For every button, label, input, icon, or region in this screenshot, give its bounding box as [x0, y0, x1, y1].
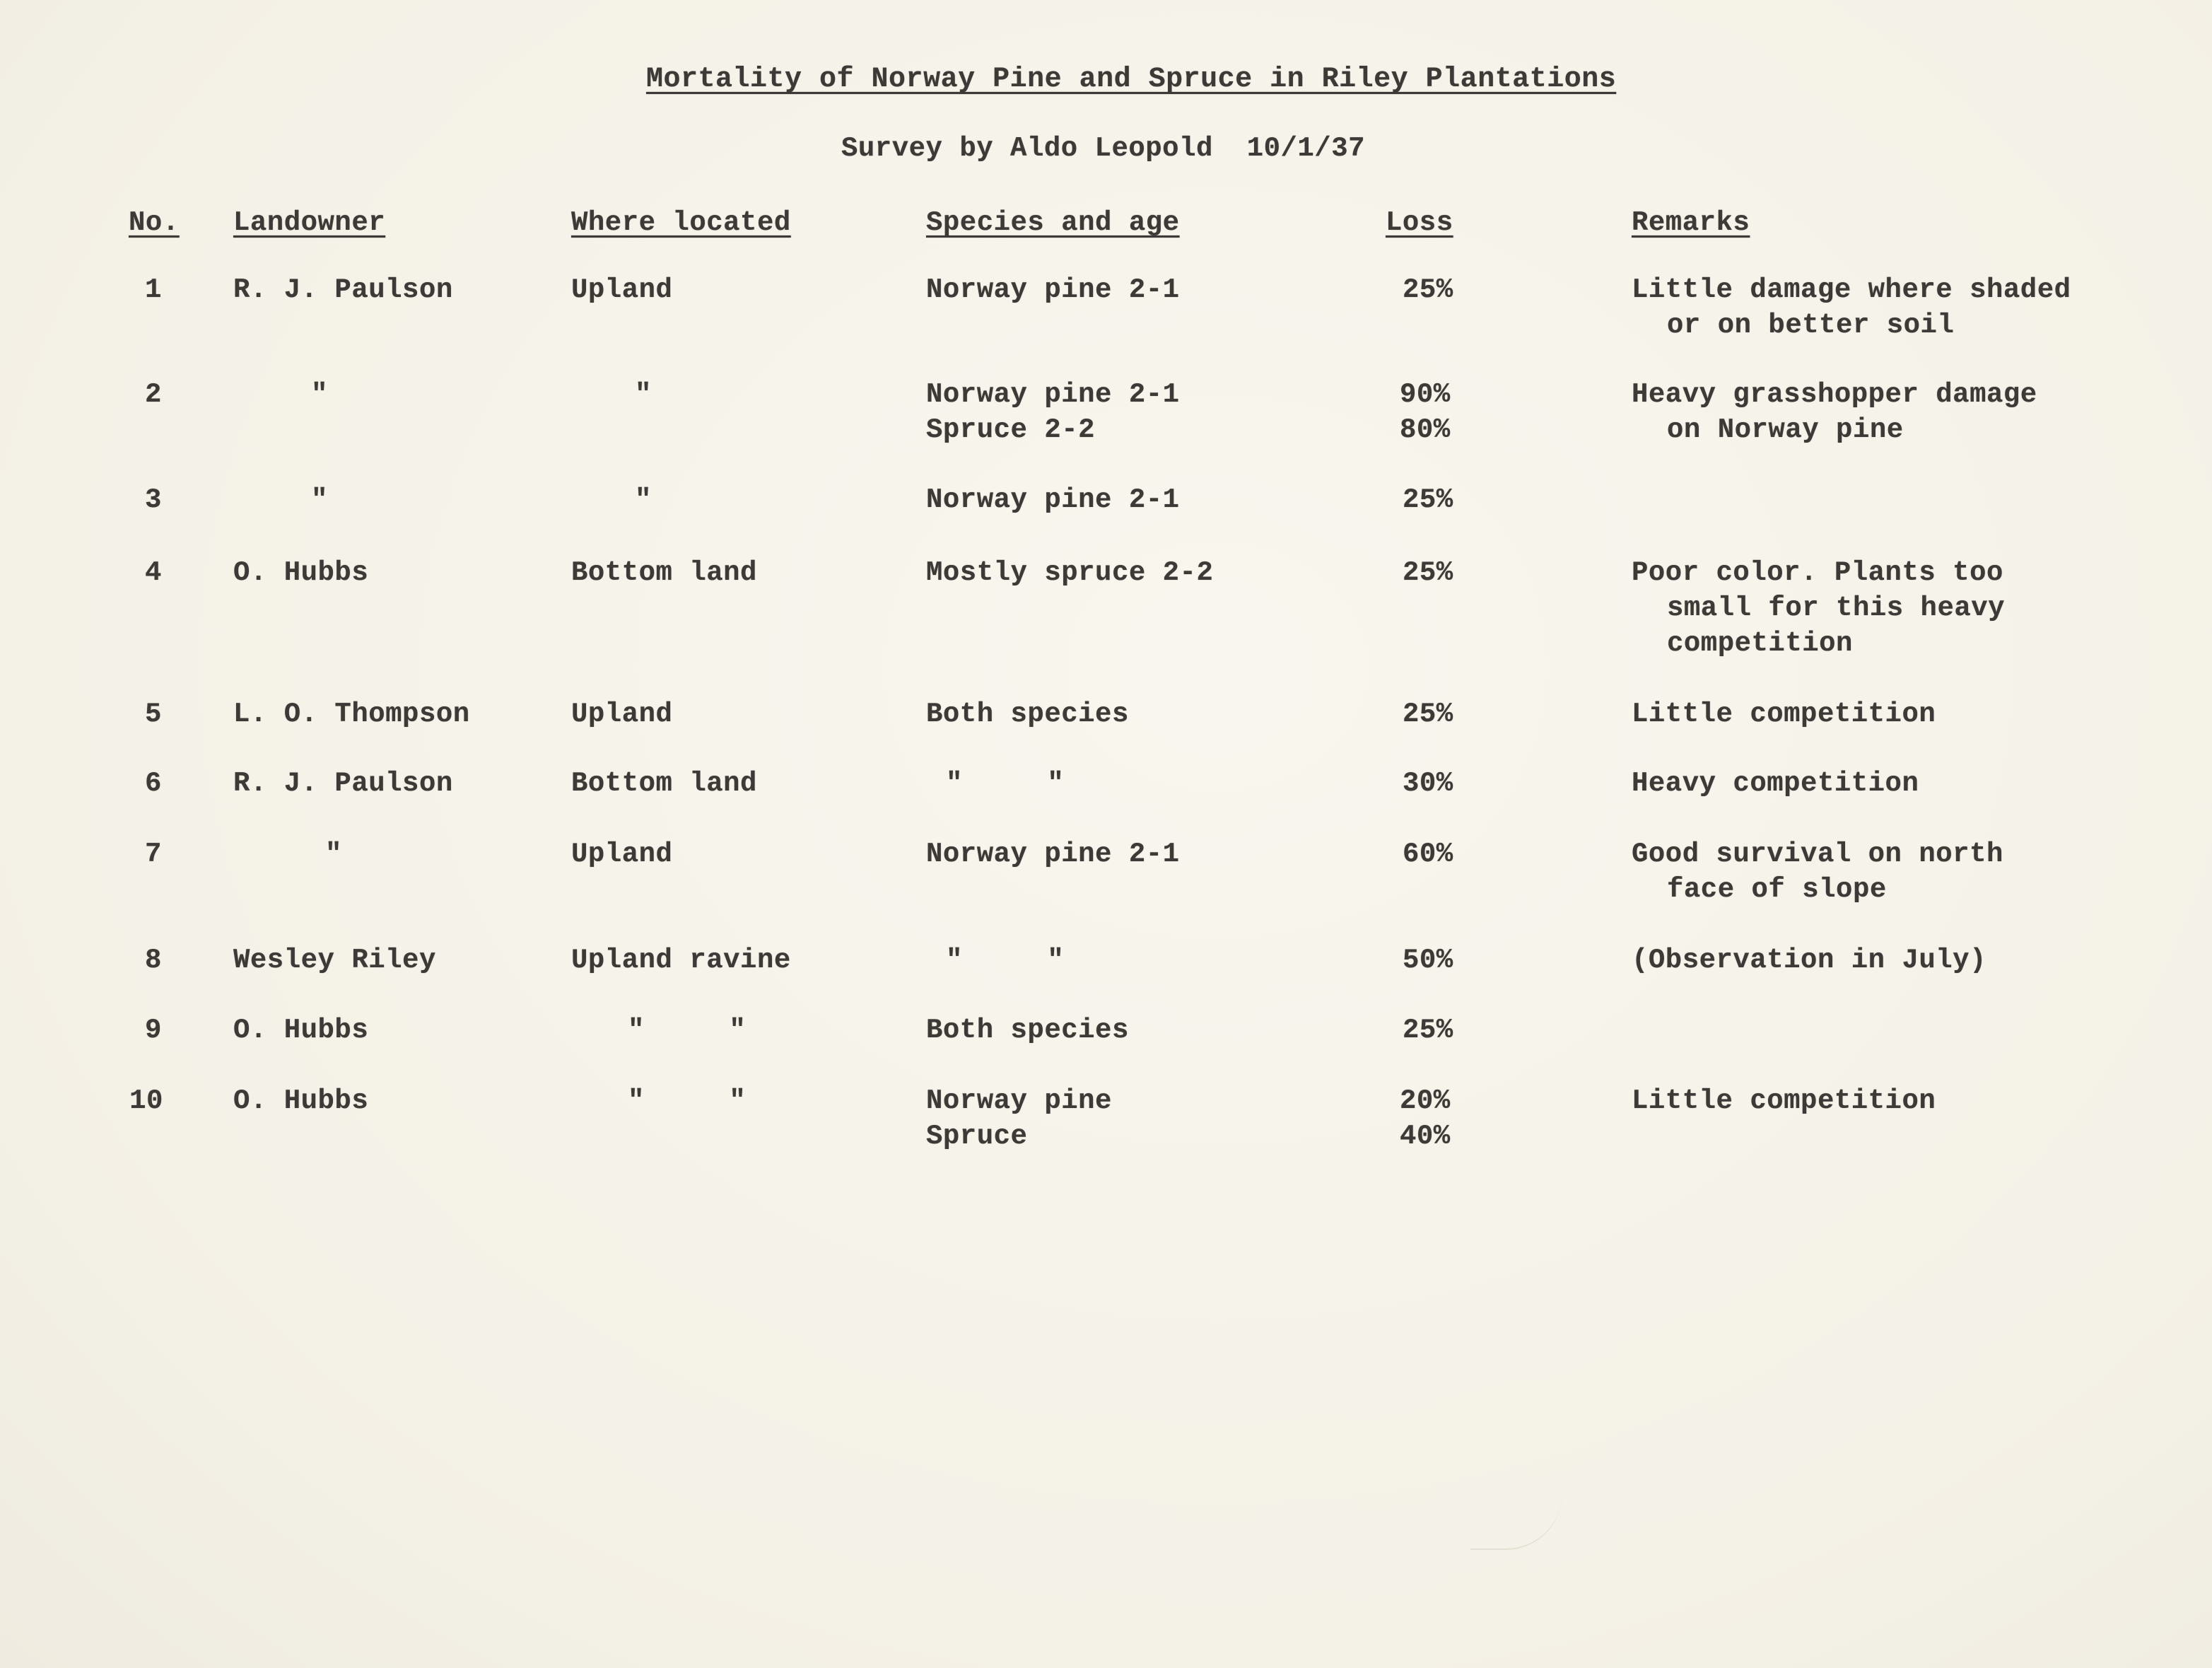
- loss-cell: 25%: [1403, 557, 1453, 588]
- loss-cell: 25%: [1403, 699, 1453, 730]
- header-remarks: Remarks: [1632, 207, 1750, 238]
- row-number: 1: [145, 274, 162, 305]
- remarks-cell: or on better soil: [1667, 310, 1955, 341]
- remarks-cell: Heavy competition: [1632, 768, 1919, 799]
- landowner-cell: O. Hubbs: [233, 1085, 369, 1116]
- remarks-cell: on Norway pine: [1667, 414, 1904, 445]
- species-age-cell: " ": [946, 945, 1065, 976]
- where-located-cell: " ": [628, 1015, 747, 1046]
- where-located-cell: Bottom land: [571, 557, 757, 588]
- loss-cell: 30%: [1403, 768, 1453, 799]
- row-number: 9: [145, 1015, 162, 1046]
- species-age-cell: Norway pine 2-1: [926, 379, 1180, 410]
- row-number: 3: [145, 484, 162, 515]
- where-located-cell: Upland: [571, 839, 673, 870]
- row-number: 10: [129, 1085, 163, 1116]
- loss-cell: 20%: [1400, 1085, 1451, 1116]
- paper-crease: [1470, 1485, 1562, 1550]
- species-age-cell: Norway pine 2-1: [926, 484, 1180, 515]
- header-species-and-age: Species and age: [926, 207, 1180, 238]
- landowner-cell: R. J. Paulson: [233, 274, 453, 305]
- remarks-cell: Little damage where shaded: [1632, 274, 2071, 305]
- landowner-cell: O. Hubbs: [233, 1015, 369, 1046]
- where-located-cell: ": [635, 484, 652, 515]
- landowner-cell: ": [311, 379, 328, 410]
- header-loss: Loss: [1386, 207, 1453, 238]
- remarks-cell: (Observation in July): [1632, 945, 1986, 976]
- species-age-cell: Norway pine 2-1: [926, 839, 1180, 870]
- landowner-cell: ": [325, 839, 342, 870]
- species-age-cell: Norway pine: [926, 1085, 1112, 1116]
- loss-cell: 90%: [1400, 379, 1451, 410]
- row-number: 2: [145, 379, 162, 410]
- species-age-cell: Both species: [926, 699, 1129, 730]
- loss-cell: 60%: [1403, 839, 1453, 870]
- remarks-cell: Little competition: [1632, 699, 1936, 730]
- header-where-located: Where located: [571, 207, 791, 238]
- landowner-cell: R. J. Paulson: [233, 768, 453, 799]
- species-age-cell: Spruce: [926, 1121, 1028, 1152]
- document-subtitle: Survey by Aldo Leopold 10/1/37: [841, 133, 1366, 164]
- where-located-cell: ": [635, 379, 652, 410]
- where-located-cell: Upland: [571, 699, 673, 730]
- landowner-cell: Wesley Riley: [233, 945, 436, 976]
- loss-cell: 25%: [1403, 1015, 1453, 1046]
- row-number: 5: [145, 699, 162, 730]
- loss-cell: 40%: [1400, 1121, 1451, 1152]
- species-age-cell: Norway pine 2-1: [926, 274, 1180, 305]
- remarks-cell: Little competition: [1632, 1085, 1936, 1116]
- where-located-cell: Upland ravine: [571, 945, 791, 976]
- remarks-cell: face of slope: [1667, 874, 1887, 905]
- row-number: 6: [145, 768, 162, 799]
- row-number: 8: [145, 945, 162, 976]
- loss-cell: 25%: [1403, 484, 1453, 515]
- document-title: Mortality of Norway Pine and Spruce in Riley Plantations: [646, 64, 1617, 95]
- remarks-cell: Good survival on north: [1632, 839, 2003, 870]
- loss-cell: 25%: [1403, 274, 1453, 305]
- remarks-cell: competition: [1667, 628, 1853, 659]
- remarks-cell: Poor color. Plants too: [1632, 557, 2003, 588]
- header-landowner: Landowner: [233, 207, 386, 238]
- where-located-cell: " ": [628, 1085, 747, 1116]
- species-age-cell: Mostly spruce 2-2: [926, 557, 1214, 588]
- row-number: 4: [145, 557, 162, 588]
- species-age-cell: " ": [946, 768, 1065, 799]
- remarks-cell: small for this heavy: [1667, 593, 2006, 624]
- where-located-cell: Upland: [571, 274, 673, 305]
- landowner-cell: L. O. Thompson: [233, 699, 470, 730]
- loss-cell: 50%: [1403, 945, 1453, 976]
- species-age-cell: Both species: [926, 1015, 1129, 1046]
- landowner-cell: O. Hubbs: [233, 557, 369, 588]
- where-located-cell: Bottom land: [571, 768, 757, 799]
- loss-cell: 80%: [1400, 414, 1451, 445]
- row-number: 7: [145, 839, 162, 870]
- header-no: No.: [129, 207, 180, 238]
- remarks-cell: Heavy grasshopper damage: [1632, 379, 2037, 410]
- species-age-cell: Spruce 2-2: [926, 414, 1096, 445]
- landowner-cell: ": [311, 484, 328, 515]
